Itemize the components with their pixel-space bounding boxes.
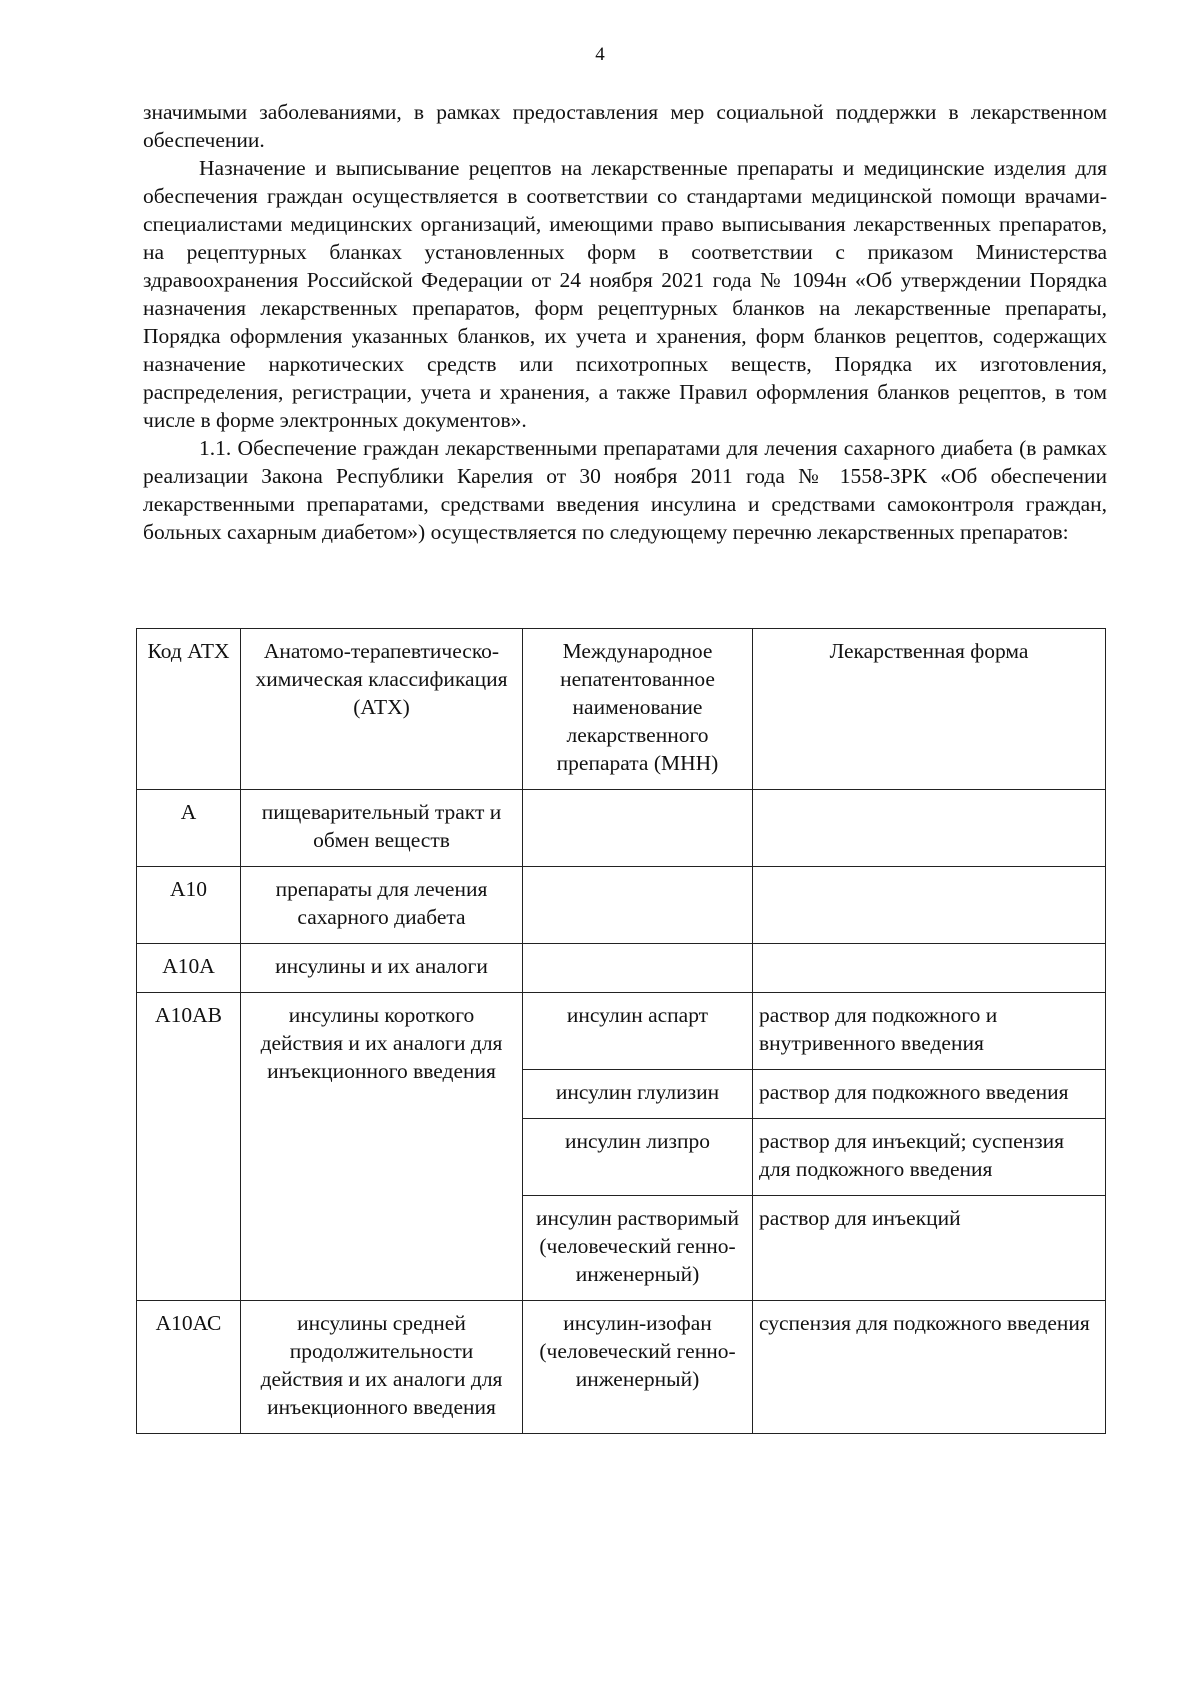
paragraph: Назначение и выписывание рецептов на лекарственные препараты и медицинские изделия для обеспечения граждан осуществляется в соответствии со стандартами медицинской помощи врачами-специалистами медицинских организаций, имеющими право выписывания лекарственных препаратов, на рецептурных бланках установленных форм в соответствии с приказом Министерства здравоохранения Российской Федерации от 24 ноября 2021 года № 1094н «Об утверждении Порядка назначения лекарственных препаратов, форм рецептурных бланков на лекарственные препараты, Порядка оформления указанных бланков, их учета и хранения, форм бланков рецептов, содержащих назначение наркотических средств или психотропных веществ, Порядка их изготовления, распределения, регистрации, учета и хранения, а также Правил оформления бланков рецептов, в том числе в форме электронных документов». bbox=[143, 156, 1107, 432]
cell-code: А10А bbox=[137, 944, 241, 993]
table-row bbox=[137, 1301, 1106, 1434]
table-row bbox=[137, 790, 1106, 867]
table-row bbox=[137, 867, 1106, 944]
cell-code: А10АС bbox=[137, 1301, 241, 1434]
paragraph: 1.1. Обеспечение граждан лекарственными препаратами для лечения сахарного диабета (в рамках реализации Закона Республики Карелия от 30 ноября 2011 года № 1558-ЗРК «Об обеспечении лекарственными препаратами, средствами введения инсулина и средствами самоконтроля граждан, больных сахарным диабетом») осуществляется по следующему перечню лекарственных препаратов: bbox=[143, 436, 1107, 544]
header-form: Лекарственная форма bbox=[753, 629, 1106, 790]
paragraph: значимыми заболеваниями, в рамках предоставления мер социальной поддержки в лекарственном обеспечении. bbox=[143, 100, 1107, 152]
cell-inn: инсулин аспарт bbox=[523, 993, 753, 1070]
table-row bbox=[137, 944, 1106, 993]
cell-code: А10АВ bbox=[137, 993, 241, 1301]
cell-atc: пищеварительный тракт и обмен веществ bbox=[241, 790, 523, 867]
page-number: 4 bbox=[595, 44, 605, 65]
table-row bbox=[137, 993, 1106, 1070]
cell-form bbox=[753, 944, 1106, 993]
header-code: Код АТХ bbox=[137, 629, 241, 790]
header-inn: Международное непатентованное наименование лекарственного препарата (МНН) bbox=[523, 629, 753, 790]
cell-form bbox=[753, 790, 1106, 867]
table-header-row bbox=[137, 629, 1106, 790]
cell-inn: инсулин растворимый (человеческий генно-инженерный) bbox=[523, 1196, 753, 1301]
cell-code: А10 bbox=[137, 867, 241, 944]
cell-atc: инсулины и их аналоги bbox=[241, 944, 523, 993]
cell-inn bbox=[523, 944, 753, 993]
cell-inn bbox=[523, 790, 753, 867]
cell-form bbox=[753, 867, 1106, 944]
cell-form: раствор для подкожного и внутривенного введения bbox=[753, 993, 1106, 1070]
cell-inn: инсулин-изофан (человеческий генно-инженерный) bbox=[523, 1301, 753, 1434]
cell-form: раствор для подкожного введения bbox=[753, 1070, 1106, 1119]
cell-inn: инсулин глулизин bbox=[523, 1070, 753, 1119]
cell-atc: препараты для лечения сахарного диабета bbox=[241, 867, 523, 944]
cell-atc: инсулины средней продолжительности действия и их аналоги для инъекционного введения bbox=[241, 1301, 523, 1434]
drug-list-table bbox=[136, 628, 1106, 1434]
cell-code: А bbox=[137, 790, 241, 867]
cell-form: раствор для инъекций; суспензия для подкожного введения bbox=[753, 1119, 1106, 1196]
cell-inn bbox=[523, 867, 753, 944]
cell-inn: инсулин лизпро bbox=[523, 1119, 753, 1196]
body-text bbox=[143, 98, 1107, 546]
cell-form: раствор для инъекций bbox=[753, 1196, 1106, 1301]
cell-atc: инсулины короткого действия и их аналоги для инъекционного введения bbox=[241, 993, 523, 1301]
cell-form: суспензия для подкожного введения bbox=[753, 1301, 1106, 1434]
header-atc: Анатомо-терапевтическо-химическая классификация (АТХ) bbox=[241, 629, 523, 790]
